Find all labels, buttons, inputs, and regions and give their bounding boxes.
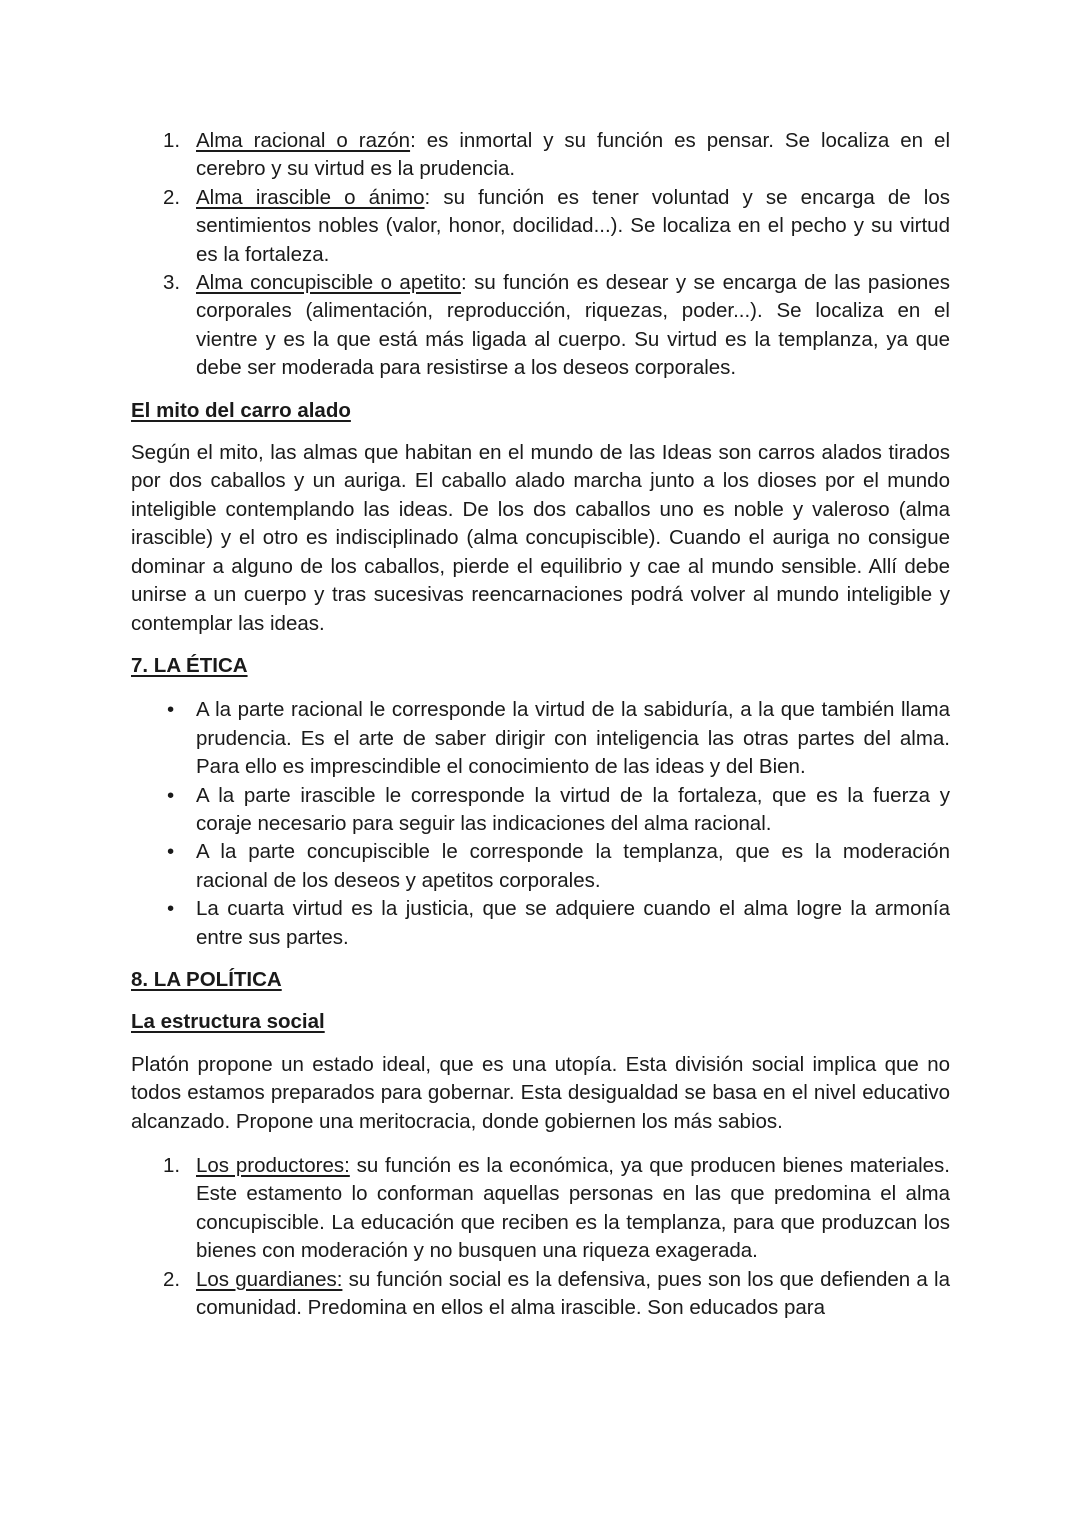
list-term: Alma racional o razón: [196, 129, 411, 152]
list-text: : su función es desear y se encarga de las pasiones corporales (alimentación, reproducción, riquezas, poder...). Se localiza en el vientre y es la que está más ligada al cuerpo. Su virtud es la templanza, ya que debe ser moderada para resistirse a los deseos corporales.: [196, 271, 950, 380]
list-text: A la parte racional le corresponde la virtud de la sabiduría, a la que también llama prudencia. Es el arte de saber dirigir con inteligencia las otras partes del alma. Para ello es imprescindible el conocimiento de las ideas y del Bien.: [196, 698, 950, 779]
list-text: A la parte irascible le corresponde la virtud de la fortaleza, que es la fuerza y coraje necesario para seguir las indicaciones del alma racional.: [196, 783, 950, 835]
soul-parts-list: [131, 127, 950, 383]
bullet-icon: •: [167, 698, 175, 722]
list-text: : es inmortal y su función es pensar. Se localiza en el cerebro y su virtud es la prudencia.: [196, 129, 950, 181]
list-term: Los productores:: [196, 1154, 350, 1177]
list-item: [131, 782, 950, 839]
subheading-estructura-social: La estructura social: [131, 1010, 325, 1034]
document-page: [131, 127, 950, 1322]
social-classes-list: [131, 1152, 950, 1322]
list-text: su función social es la defensiva, pues son los que defienden a la comunidad. Predomina en ellos el alma irascible. Son educados para: [196, 1267, 950, 1320]
list-text: A la parte concupiscible le corresponde la templanza, que es la moderación racional de los deseos y apetitos corporales.: [196, 840, 950, 892]
list-item: [131, 696, 950, 781]
list-term: Los guardianes:: [196, 1267, 343, 1291]
list-item: [131, 127, 950, 184]
section-heading-etica: 7. LA ÉTICA: [131, 653, 248, 677]
paragraph-mito: Según el mito, las almas que habitan en el mundo de las Ideas son carros alados tirados por dos caballos y un auriga. El caballo alado marcha junto a los dioses por el mundo inteligible contemplando las ideas. De los dos caballos uno es noble y valeroso (alma irascible) y el otro es indisciplinado (alma concupiscible). Cuando el auriga no consigue dominar a alguno de los caballos, pierde el equilibrio y cae al mundo sensible. Allí debe unirse a un cuerpo y tras sucesivas reencarnaciones podrá volver al mundo inteligible y contemplar las ideas.: [131, 441, 950, 635]
list-number: 2.: [163, 1267, 181, 1291]
list-text: su función es la económica, ya que producen bienes materiales. Este estamento lo conforman aquellas personas en las que predomina el alma concupiscible. La educación que reciben es la templanza, para que produzcan los bienes con moderación y no busquen una riqueza exagerada.: [196, 1154, 951, 1263]
list-text: : su función es tener voluntad y se encarga de los sentimientos nobles (valor, honor, docilidad...). Se localiza en el pecho y su virtud es la fortaleza.: [196, 185, 950, 266]
list-item: [131, 838, 950, 895]
list-text: La cuarta virtud es la justicia, que se adquiere cuando el alma logre la armonía entre sus partes.: [196, 897, 950, 949]
list-item: [131, 1266, 950, 1323]
list-term: Alma concupiscible o apetito: [196, 271, 461, 295]
paragraph-politica-intro: Platón propone un estado ideal, que es una utopía. Esta división social implica que no todos estamos preparados para gobernar. Esta desigualdad se basa en el nivel educativo alcanzado. Propone una meritocracia, donde gobiernen los más sabios.: [131, 1052, 950, 1133]
bullet-icon: •: [167, 783, 175, 807]
list-item: [131, 269, 950, 383]
list-item: [131, 184, 950, 269]
virtues-list: [131, 696, 950, 952]
bullet-icon: •: [167, 897, 175, 921]
list-number: 2.: [163, 185, 181, 209]
list-number: 1.: [163, 1154, 181, 1177]
list-number: 1.: [163, 129, 181, 152]
list-term: Alma irascible o ánimo: [196, 185, 425, 209]
list-item: [131, 1152, 950, 1266]
list-number: 3.: [163, 271, 181, 295]
section-heading-politica: 8. LA POLÍTICA: [131, 967, 282, 991]
bullet-icon: •: [167, 840, 175, 864]
section-heading-mito: El mito del carro alado: [131, 398, 351, 422]
list-item: [131, 895, 950, 952]
